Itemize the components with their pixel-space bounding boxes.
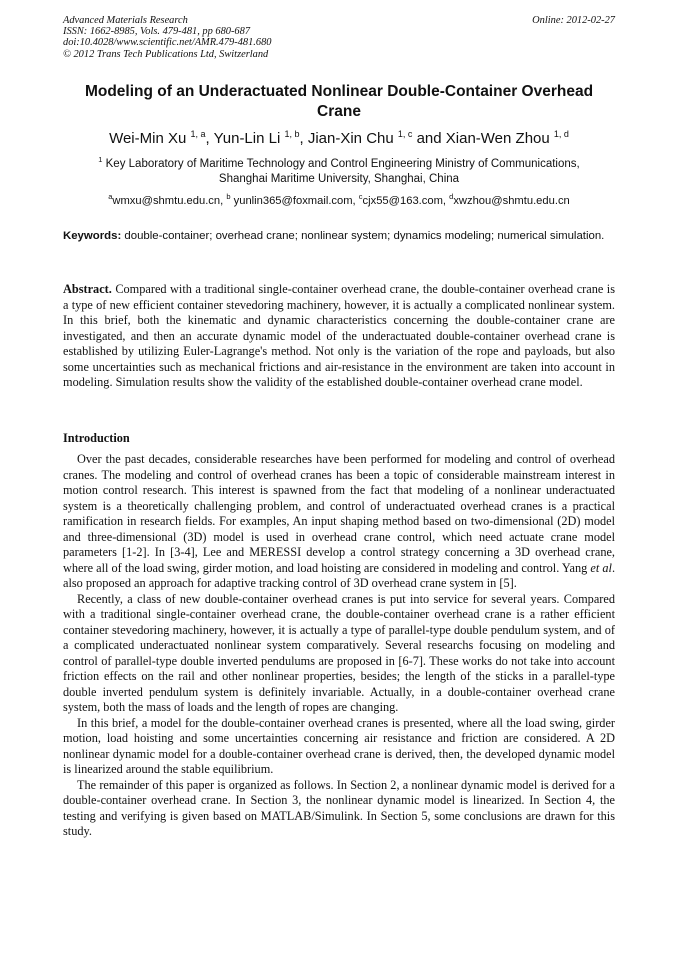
- doi-line: doi:10.4028/www.scientific.net/AMR.479-481.680: [63, 37, 272, 49]
- affiliation-line-1: $^1$ Key Laboratory of Maritime Technology and Control Engineering Ministry of Communications,: [98, 155, 580, 170]
- paper-title: Modeling of an Underactuated Nonlinear Double-Container Overhead Crane: [84, 83, 594, 120]
- journal-name: Advanced Materials Research: [63, 15, 188, 26]
- email-list: $^a$wmxu@shmtu.edu.cn, $^b$ yunlin365@foxmail.com, $^c$cjx55@163.com, $^d$xwzhou@shmtu.edu.cn: [108, 192, 570, 207]
- online-date: Online: 2012-02-27: [532, 15, 615, 26]
- author-1: Wei-Min Xu $^{1, a}$,: [109, 129, 214, 147]
- author-4: Xian-Wen Zhou $^{1, d}$: [445, 129, 569, 147]
- keywords-text: double-container; overhead crane; nonlinear system; dynamics modeling; numerical simulation.: [121, 230, 605, 242]
- author-list: [63, 130, 615, 148]
- email-b[interactable]: yunlin365@foxmail.com,: [233, 195, 359, 207]
- issn-line: ISSN: 1662-8985, Vols. 479-481, pp 680-687: [63, 26, 251, 38]
- email-a[interactable]: wmxu@shmtu.edu.cn,: [112, 195, 227, 207]
- abstract-text: Compared with a traditional single-container overhead crane, the double-container overhead crane is a type of new efficient container stevedoring machinery, however, it is actually a complicated nonlinear system. In this brief, both the kinematic and dynamic characteristics concerning the double-container crane are investigated, and then an accurate dynamic model of the underactuated double-container overhead crane is established by utilizing Euler-Lagrange's method. Not only is the variation of the rope and payloads, but also some uncertainties such as mechanical frictions and air-resistance in the environment are taken into account in modeling. Simulation results show the validity of the established double-container overhead crane model.: [63, 282, 615, 389]
- abstract-label: Abstract.: [63, 282, 112, 296]
- keywords-label: Keywords:: [63, 230, 122, 242]
- affiliation: [63, 157, 615, 186]
- paragraph-3: In this brief, a model for the double-container overhead cranes is presented, where all the load swing, girder motion, load hoisting and some uncertainties concerning air resistance and friction are considered. A 2D nonlinear dynamic model for a double-container overhead crane is derived, then, the developed dynamic model is linearized around the stable equilibrium.: [63, 715, 615, 776]
- paragraph-2: Recently, a class of new double-container overhead cranes is put into service for several years. Compared with a traditional single-container overhead crane, the double-container overhead crane is a rather efficient container stevedoring machinery, however, it is actually a type of parallel-type double pendulum system, and of a complicated underactuated nonlinear system comparatively. Several researchs focusing on modeling and control of parallel-type double inverted pendulums are proposed in [6-7]. These works do not take into account friction effects on the rail and other nonlinear properties, besides; the length of the sticks in a parallel-type double inverted pendulum system is definitely invariable. Actually, in a double-container overhead crane system, both the mass of loads and the length of ropes are changing.: [63, 591, 615, 714]
- affiliation-line-2: Shanghai Maritime University, Shanghai, China: [218, 172, 460, 185]
- author-3: Jian-Xin Chu $^{1, c}$ and: [307, 129, 446, 147]
- author-2: Yun-Lin Li $^{1, b}$,: [213, 129, 308, 147]
- keywords: [63, 229, 615, 244]
- copyright-line: © 2012 Trans Tech Publications Ltd, Switzerland: [63, 48, 269, 60]
- introduction-body: [63, 452, 615, 840]
- paragraph-1: Over the past decades, considerable researches have been performed for modeling and control of overhead cranes. The modeling and control of overhead cranes has been a topic of considerable mainstream interest in motion control research. This interest is spawned from the fact that modeling of a nonlinear underactuated system is a theoretically challenging problem, and control of underactuated overhead cranes is a practical ramification in research fields. For examples, An input shaping method based on two-dimensional (2D) model and three-dimensional (3D) model is used in overhead crane control, which need actuate crane model parameters [1-2]. In [3-4], Lee and MERESSI develop a control strategy concerning a 3D overhead crane, where all of the load swing, girder motion, and load hoisting are considered in modeling and control. Yang et al. also proposed an approach for adaptive tracking control of 3D overhead crane system in [5].: [63, 452, 616, 590]
- section-heading-introduction: Introduction: [63, 431, 130, 445]
- abstract: [63, 282, 615, 391]
- paragraph-4: The remainder of this paper is organized as follows. In Section 2, a nonlinear dynamic model is derived for a double-container overhead crane. In Section 3, the nonlinear dynamic model is linearized. In Section 4, the testing and verifying is given based on MATLAB/Simulink. In Section 5, some conclusions are drawn for this study.: [63, 777, 615, 838]
- journal-header: [63, 15, 615, 60]
- email-d[interactable]: xwzhou@shmtu.edu.cn: [453, 195, 570, 207]
- email-c[interactable]: cjx55@163.com,: [362, 195, 450, 207]
